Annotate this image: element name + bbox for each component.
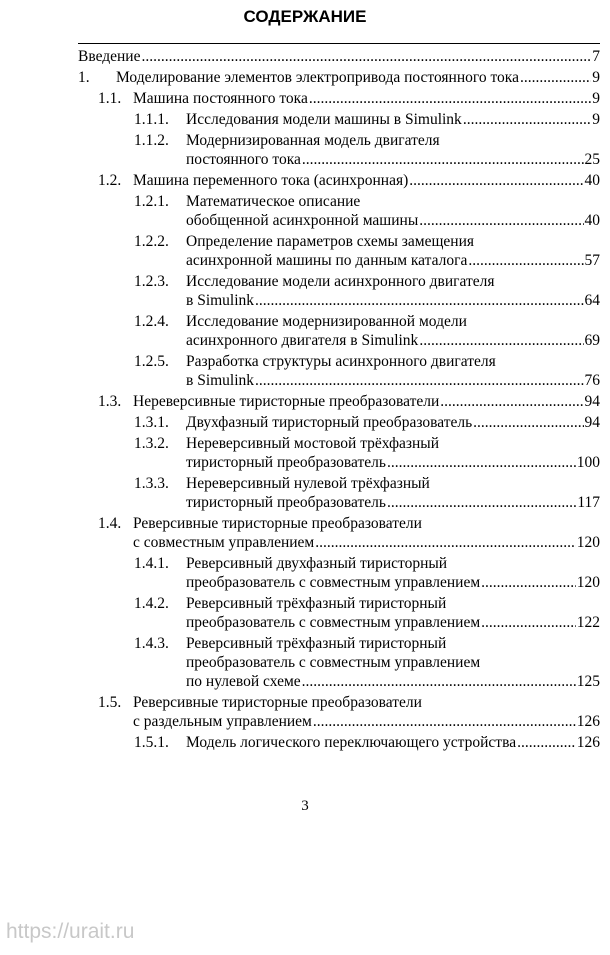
toc-entry[interactable] [0, 693, 610, 731]
toc-entry-title: в Simulink [186, 292, 255, 309]
toc-entry-title: преобразователь с совместным управлением [186, 654, 481, 671]
toc-entry-number: 1.2.5. [134, 353, 169, 370]
toc-entry[interactable] [0, 514, 610, 552]
dot-leader [481, 573, 576, 592]
dot-leader [473, 413, 583, 432]
toc-entry-title: с совместным управлением [133, 534, 315, 551]
toc-entry-title: Модель логического переключающего устройства [186, 734, 517, 751]
toc-entry-title: асинхронной машины по данным каталога [186, 252, 468, 269]
toc-entry-page: 126 [576, 734, 600, 751]
toc-entry-number: 1.1. [98, 90, 122, 107]
toc-entry-title: Введение [78, 48, 141, 65]
toc-entry-page: 40 [584, 172, 600, 189]
dot-leader [309, 89, 591, 108]
toc-entry[interactable] [0, 272, 610, 310]
toc-entry-title: Исследования модели машины в Simulink [186, 111, 462, 128]
dot-leader [419, 211, 583, 230]
toc-entry-title: Нереверсивные тиристорные преобразователи [133, 393, 440, 410]
toc-entry-title: Машина постоянного тока [133, 90, 308, 107]
toc-entry-title: Исследование модернизированной модели [186, 313, 467, 330]
toc-entry[interactable] [0, 192, 610, 230]
toc-entry-page: 120 [576, 534, 600, 551]
toc-entry-title: асинхронного двигателя в Simulink [186, 332, 419, 349]
toc-entry-number: 1. [78, 69, 90, 86]
toc-entry-title: Исследование модели асинхронного двигателя [186, 273, 495, 290]
toc-entry[interactable] [0, 634, 610, 691]
toc-entry-number: 1.3.1. [134, 414, 169, 431]
dot-leader [141, 47, 591, 66]
toc-entry-page: 69 [584, 332, 600, 349]
toc-entry-title: Нереверсивный мостовой трёхфазный [186, 435, 440, 452]
toc-entry-title: преобразователь с совместным управлением [186, 574, 481, 591]
toc-entry-page: 100 [576, 454, 600, 471]
toc-entry[interactable] [0, 434, 610, 472]
toc-entry-number: 1.4.2. [134, 595, 169, 612]
toc-entry-title: Машина переменного тока (асинхронная) [133, 172, 409, 189]
toc-entry[interactable] [0, 68, 610, 87]
toc-entry[interactable] [0, 47, 610, 66]
toc-entry[interactable] [0, 554, 610, 592]
toc-entry[interactable] [0, 413, 610, 432]
toc-entry-title: преобразователь с совместным управлением [186, 614, 481, 631]
toc-entry-title: по нулевой схеме [186, 673, 301, 690]
toc-entry-page: 9 [592, 69, 600, 86]
watermark: https://urait.ru [6, 920, 135, 943]
toc-entry-page: 94 [584, 393, 600, 410]
dot-leader [520, 68, 591, 87]
toc-entry[interactable] [0, 232, 610, 270]
toc-entry-number: 1.4. [98, 515, 122, 532]
dot-leader [463, 110, 591, 129]
dot-leader [440, 392, 583, 411]
toc-entry-page: 9 [592, 90, 600, 107]
dot-leader [302, 150, 584, 169]
toc-entry-page: 57 [584, 252, 600, 269]
toc-entry-title: Реверсивный трёхфазный тиристорный [186, 595, 447, 612]
toc-entry-page: 125 [576, 673, 600, 690]
toc-entry[interactable] [0, 733, 610, 752]
toc-entry-page: 94 [584, 414, 600, 431]
dot-leader [387, 453, 576, 472]
dot-leader [302, 672, 576, 691]
toc-entry[interactable] [0, 594, 610, 632]
dot-leader [315, 533, 576, 552]
toc-entry-page: 7 [592, 48, 600, 65]
toc-entry-page: 25 [584, 151, 600, 168]
dot-leader [387, 493, 576, 512]
toc-entry-title: Моделирование элементов электропривода постоянного тока [116, 69, 519, 86]
toc-entry-title: Реверсивный трёхфазный тиристорный [186, 635, 447, 652]
toc-entry[interactable] [0, 474, 610, 512]
toc-entry-page: 40 [584, 212, 600, 229]
toc-entry-page: 122 [576, 614, 600, 631]
toc-entry[interactable] [0, 352, 610, 390]
toc-entry-page: 126 [576, 713, 600, 730]
dot-leader [481, 613, 576, 632]
toc-entry-title: Математическое описание [186, 193, 361, 210]
table-of-contents [0, 47, 610, 754]
toc-entry-number: 1.2.4. [134, 313, 169, 330]
toc-entry-number: 1.3.3. [134, 475, 169, 492]
dot-leader [255, 291, 583, 310]
toc-entry-title: Двухфазный тиристорный преобразователь [186, 414, 473, 431]
dot-leader [255, 371, 583, 390]
toc-entry-title: постоянного тока [186, 151, 301, 168]
page-title: СОДЕРЖАНИЕ [243, 7, 367, 26]
toc-entry-title: в Simulink [186, 372, 255, 389]
toc-entry-page: 64 [584, 292, 600, 309]
toc-entry-number: 1.2.3. [134, 273, 169, 290]
toc-entry-page: 120 [576, 574, 600, 591]
toc-entry-title: Разработка структуры асинхронного двигателя [186, 353, 496, 370]
toc-entry-number: 1.4.3. [134, 635, 169, 652]
toc-entry-number: 1.1.2. [134, 132, 169, 149]
toc-entry-page: 76 [584, 372, 600, 389]
toc-entry-number: 1.2. [98, 172, 122, 189]
toc-entry-title: обобщенной асинхронной машины [186, 212, 419, 229]
toc-entry[interactable] [0, 131, 610, 169]
toc-entry[interactable] [0, 110, 610, 129]
dot-leader [409, 171, 583, 190]
toc-entry-number: 1.4.1. [134, 555, 169, 572]
toc-entry-number: 1.3. [98, 393, 122, 410]
toc-entry-title: Модернизированная модель двигателя [186, 132, 440, 149]
page-number: 3 [301, 798, 309, 814]
toc-entry[interactable] [0, 392, 610, 411]
toc-entry-number: 1.3.2. [134, 435, 169, 452]
toc-entry-number: 1.5.1. [134, 734, 169, 751]
toc-entry-title: Определение параметров схемы замещения [186, 233, 475, 250]
toc-entry-title: Реверсивные тиристорные преобразователи [133, 694, 422, 711]
title-underline [78, 43, 600, 44]
toc-entry-title: тиристорный преобразователь [186, 494, 386, 511]
toc-entry-number: 1.2.1. [134, 193, 169, 210]
toc-entry[interactable] [0, 89, 610, 108]
toc-entry-title: Нереверсивный нулевой трёхфазный [186, 475, 430, 492]
toc-entry-title: с раздельным управлением [133, 713, 312, 730]
toc-entry-number: 1.2.2. [134, 233, 169, 250]
toc-entry[interactable] [0, 171, 610, 190]
toc-entry-title: Реверсивный двухфазный тиристорный [186, 555, 448, 572]
dot-leader [517, 733, 576, 752]
dot-leader [313, 712, 576, 731]
toc-entry[interactable] [0, 312, 610, 350]
dot-leader [468, 251, 583, 270]
dot-leader [419, 331, 583, 350]
toc-entry-page: 9 [592, 111, 600, 128]
toc-entry-title: Реверсивные тиристорные преобразователи [133, 515, 422, 532]
toc-entry-title: тиристорный преобразователь [186, 454, 386, 471]
toc-entry-page: 117 [577, 494, 600, 511]
toc-entry-number: 1.5. [98, 694, 122, 711]
toc-entry-number: 1.1.1. [134, 111, 169, 128]
